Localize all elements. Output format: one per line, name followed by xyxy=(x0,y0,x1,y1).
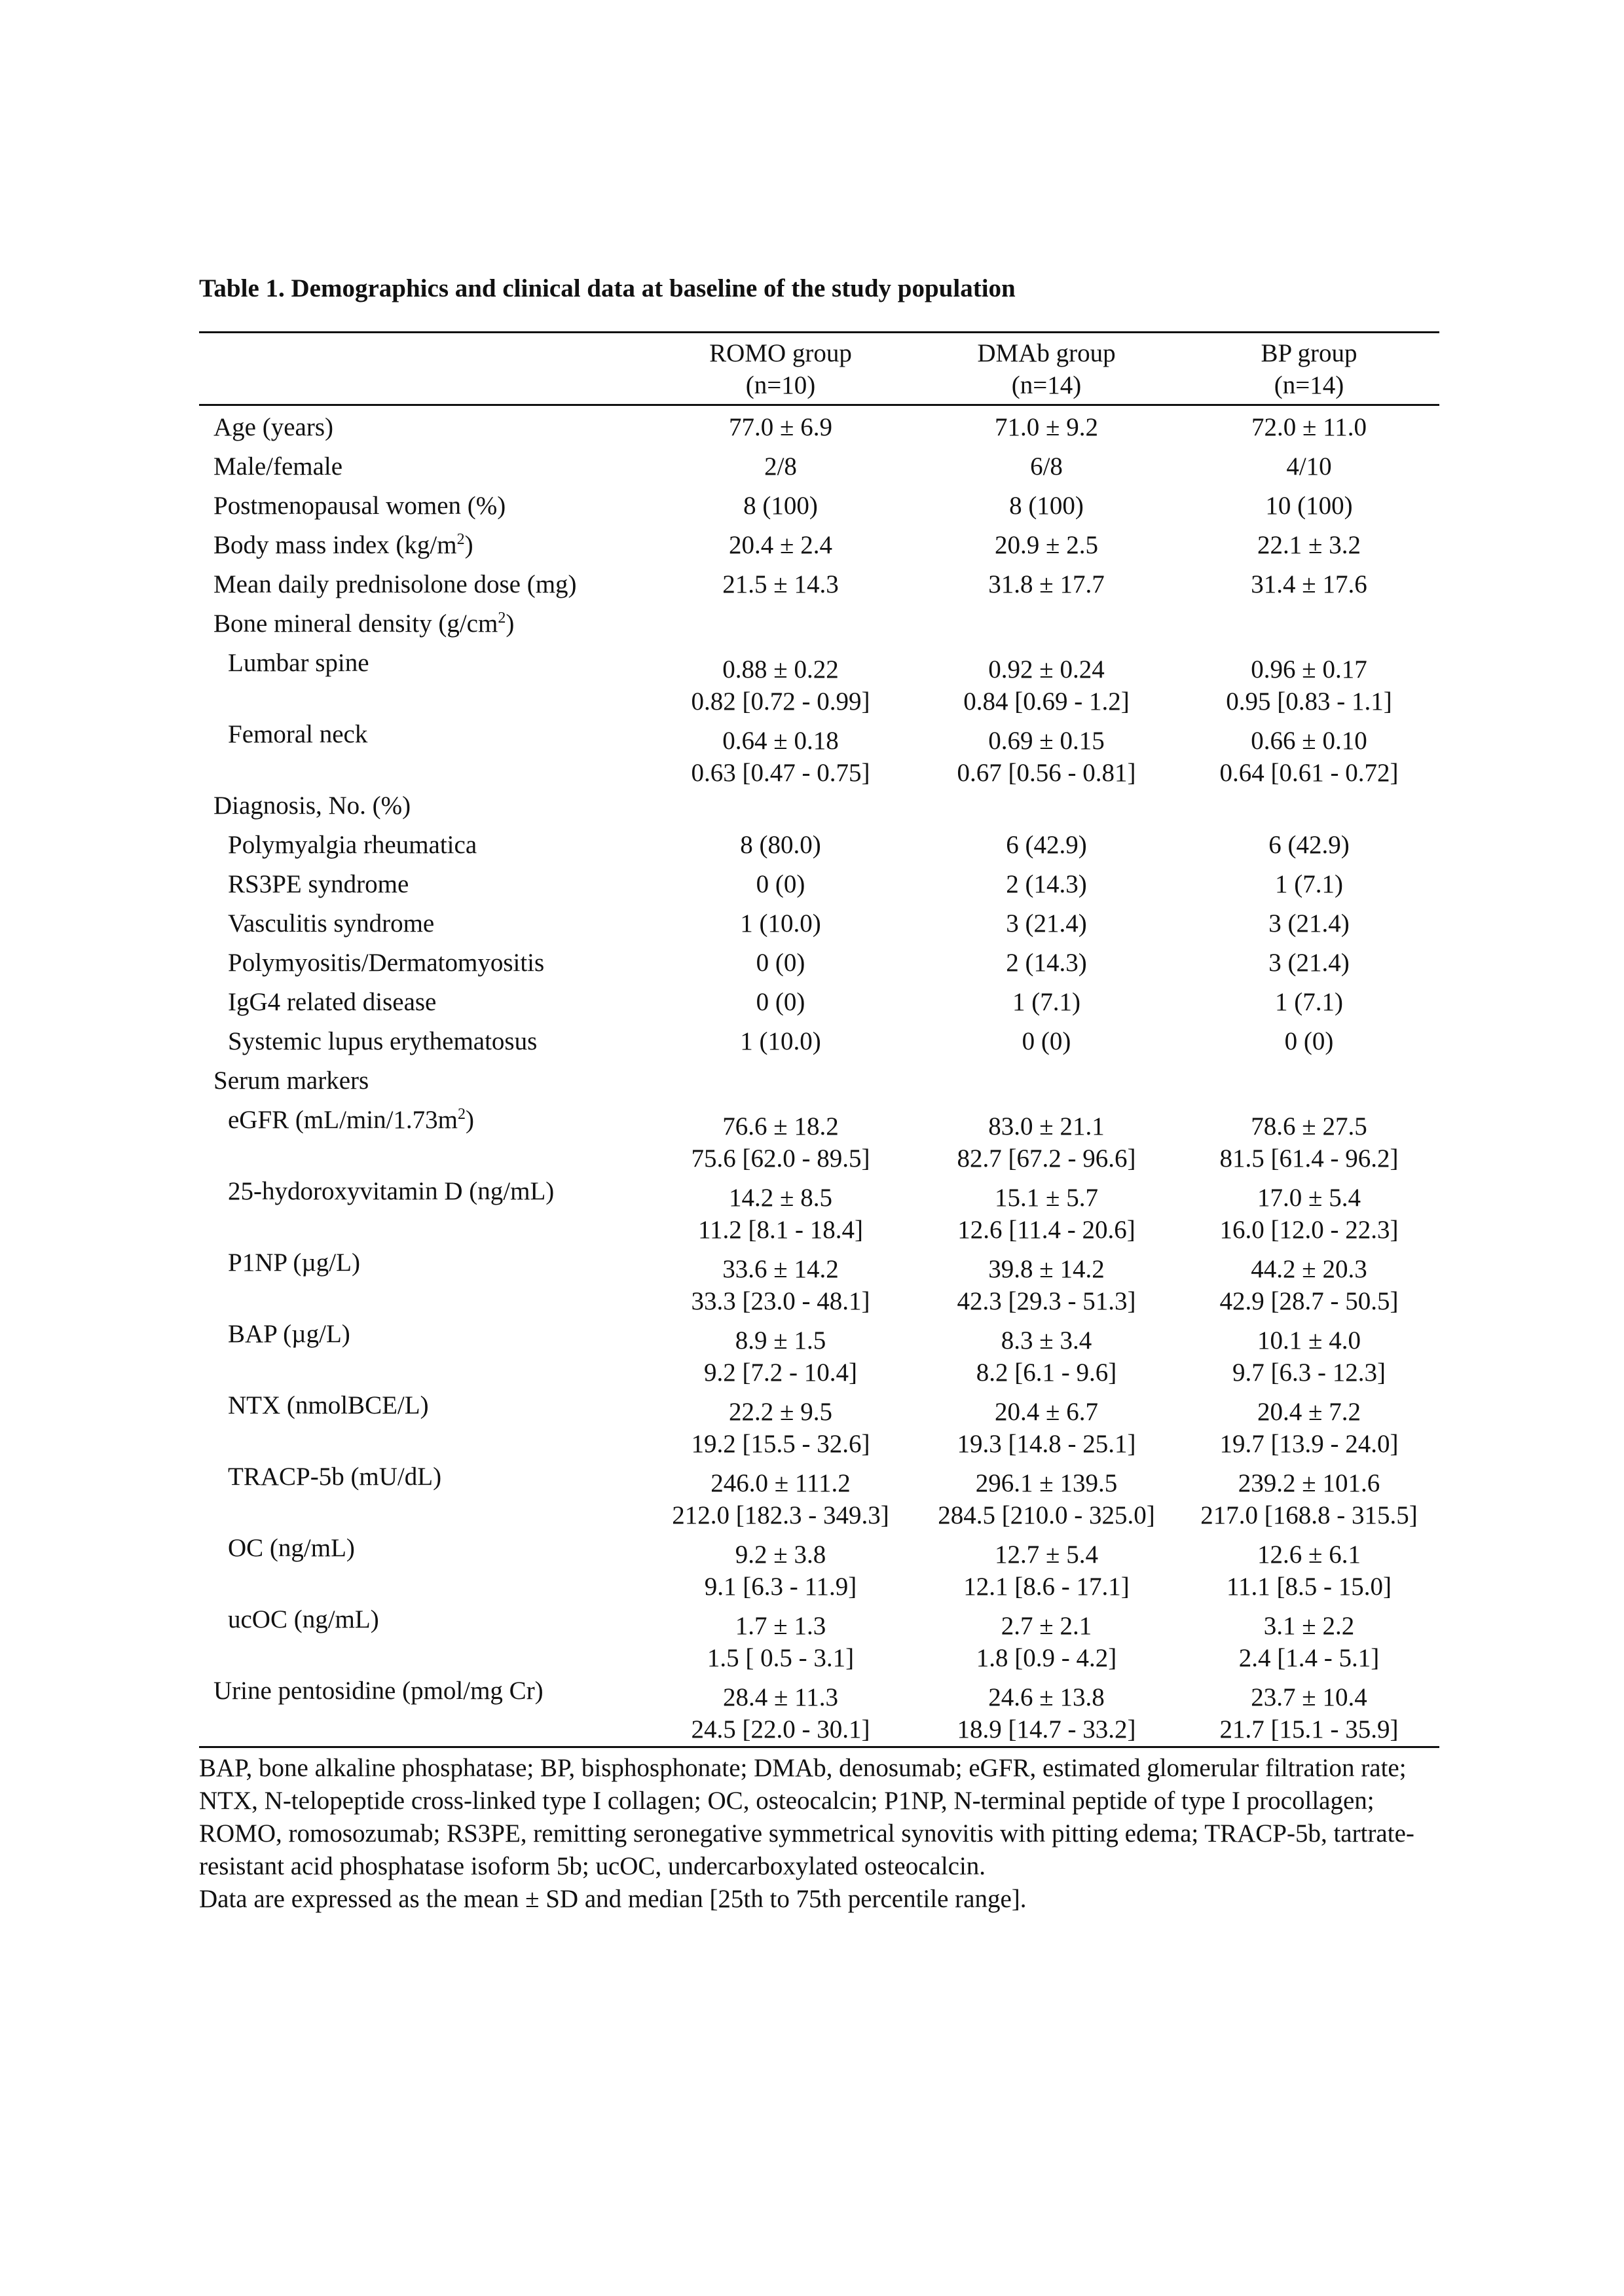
value-primary: 72.0 ± 11.0 xyxy=(1251,413,1367,441)
row-label xyxy=(199,1025,647,1065)
value-cell xyxy=(647,790,914,829)
value-primary: 1.7 ± 1.3 xyxy=(735,1612,826,1640)
value-cell xyxy=(647,1065,914,1104)
footnote-data-note: Data are expressed as the mean ± SD and median [25th to 75th percentile range]. xyxy=(199,1885,1027,1913)
value-secondary: 12.6 [11.4 - 20.6] xyxy=(957,1216,1135,1244)
column-header-n: (n=14) xyxy=(1011,371,1082,399)
row-label xyxy=(199,907,647,947)
value-primary: 0 (0) xyxy=(1022,1027,1071,1055)
value-cell xyxy=(1179,1318,1439,1389)
row-label xyxy=(199,1532,647,1603)
value-primary: 9.2 ± 3.8 xyxy=(735,1540,826,1569)
value-secondary: 1.5 [ 0.5 - 3.1] xyxy=(707,1644,855,1672)
row-label xyxy=(199,829,647,868)
value-primary: 14.2 ± 8.5 xyxy=(729,1184,832,1212)
value-cell xyxy=(914,718,1179,790)
value-secondary: 24.5 [22.0 - 30.1] xyxy=(691,1715,870,1743)
table-row xyxy=(199,529,1439,568)
value-cell xyxy=(1179,1104,1439,1175)
footnote-abbreviations: BAP, bone alkaline phosphatase; BP, bisphosphonate; DMAb, denosumab; eGFR, estimated glomerular filtration rate; NTX, N-telopeptide cross-linked type I collagen; OC, osteocalcin; P1NP, N-terminal peptide of type I procollagen; ROMO, romosozumab; RS3PE, remitting seronegative symmetrical synovitis with pitting edema; TRACP-5b, tartrate-resistant acid phosphatase isoform 5b; ucOC, undercarboxylated osteocalcin. xyxy=(199,1754,1414,1880)
baseline-data-table xyxy=(199,331,1439,1748)
value-cell xyxy=(914,1603,1179,1675)
value-primary: 76.6 ± 18.2 xyxy=(722,1112,839,1140)
value-primary: 31.4 ± 17.6 xyxy=(1251,570,1367,598)
value-cell xyxy=(1179,568,1439,608)
value-cell xyxy=(647,405,914,451)
row-label-superscript: 2 xyxy=(456,531,465,548)
value-cell xyxy=(647,1318,914,1389)
table-row xyxy=(199,1318,1439,1389)
value-cell xyxy=(647,829,914,868)
value-secondary: 18.9 [14.7 - 33.2] xyxy=(957,1715,1136,1743)
value-primary: 20.4 ± 6.7 xyxy=(995,1398,1098,1426)
value-primary: 3 (21.4) xyxy=(1268,949,1350,977)
value-cell xyxy=(1179,1065,1439,1104)
row-label-text: Systemic lupus erythematosus xyxy=(228,1027,538,1055)
row-label xyxy=(199,986,647,1025)
row-label xyxy=(199,1461,647,1532)
value-secondary: 0.84 [0.69 - 1.2] xyxy=(963,687,1130,716)
column-header-bp xyxy=(1179,333,1439,405)
column-header-dmab xyxy=(914,333,1179,405)
column-header-n: (n=10) xyxy=(745,371,816,399)
row-label xyxy=(199,608,647,647)
value-primary: 23.7 ± 10.4 xyxy=(1251,1683,1367,1711)
value-cell xyxy=(1179,718,1439,790)
value-primary: 77.0 ± 6.9 xyxy=(729,413,832,441)
row-label-text: Male/female xyxy=(213,452,343,481)
document-page xyxy=(199,272,1439,1916)
value-cell xyxy=(1179,529,1439,568)
value-secondary: 19.3 [14.8 - 25.1] xyxy=(957,1430,1136,1458)
value-primary: 44.2 ± 20.3 xyxy=(1251,1255,1367,1283)
value-primary: 0.92 ± 0.24 xyxy=(988,655,1105,683)
value-cell xyxy=(647,1675,914,1747)
value-cell xyxy=(1179,1025,1439,1065)
value-cell xyxy=(647,1025,914,1065)
value-cell xyxy=(914,907,1179,947)
value-primary: 8 (100) xyxy=(743,492,818,520)
value-primary: 20.4 ± 2.4 xyxy=(729,531,832,559)
value-secondary: 81.5 [61.4 - 96.2] xyxy=(1219,1144,1399,1173)
row-label-text: NTX (nmolBCE/L) xyxy=(228,1391,429,1419)
value-primary: 6/8 xyxy=(1030,452,1063,481)
value-primary: 0.64 ± 0.18 xyxy=(722,727,839,755)
value-secondary: 16.0 [12.0 - 22.3] xyxy=(1219,1216,1399,1244)
value-primary: 0.69 ± 0.15 xyxy=(988,727,1105,755)
value-primary: 0 (0) xyxy=(756,870,805,898)
value-cell xyxy=(647,1389,914,1461)
table-row xyxy=(199,907,1439,947)
value-primary: 3.1 ± 2.2 xyxy=(1263,1612,1355,1640)
row-label-text: ucOC (ng/mL) xyxy=(228,1605,379,1633)
value-cell xyxy=(914,790,1179,829)
value-secondary: 0.63 [0.47 - 0.75] xyxy=(691,759,870,787)
table-row xyxy=(199,829,1439,868)
value-cell xyxy=(914,868,1179,907)
value-cell xyxy=(647,947,914,986)
value-secondary: 8.2 [6.1 - 9.6] xyxy=(976,1358,1117,1387)
value-secondary: 212.0 [182.3 - 349.3] xyxy=(672,1501,889,1529)
value-primary: 21.5 ± 14.3 xyxy=(722,570,839,598)
column-header-name: ROMO group xyxy=(709,339,852,367)
value-cell xyxy=(914,1104,1179,1175)
column-header-name: BP group xyxy=(1261,339,1357,367)
value-cell xyxy=(914,1025,1179,1065)
value-primary: 31.8 ± 17.7 xyxy=(988,570,1105,598)
value-primary: 0 (0) xyxy=(756,988,805,1016)
table-row xyxy=(199,1532,1439,1603)
value-cell xyxy=(647,1532,914,1603)
value-primary: 6 (42.9) xyxy=(1268,831,1350,859)
row-label xyxy=(199,1065,647,1104)
value-primary: 39.8 ± 14.2 xyxy=(988,1255,1105,1283)
row-label xyxy=(199,790,647,829)
value-secondary: 82.7 [67.2 - 96.6] xyxy=(957,1144,1136,1173)
value-cell xyxy=(1179,1675,1439,1747)
value-secondary: 33.3 [23.0 - 48.1] xyxy=(691,1287,870,1315)
value-secondary: 0.64 [0.61 - 0.72] xyxy=(1219,759,1399,787)
value-secondary: 9.2 [7.2 - 10.4] xyxy=(704,1358,857,1387)
value-primary: 2.7 ± 2.1 xyxy=(1001,1612,1092,1640)
value-primary: 8.3 ± 3.4 xyxy=(1001,1326,1092,1355)
value-cell xyxy=(1179,907,1439,947)
column-header-name: DMAb group xyxy=(977,339,1116,367)
value-cell xyxy=(647,868,914,907)
row-label-text: Bone mineral density (g/cm xyxy=(213,610,498,638)
value-primary: 12.7 ± 5.4 xyxy=(995,1540,1098,1569)
table-row xyxy=(199,1247,1439,1318)
value-primary: 22.2 ± 9.5 xyxy=(729,1398,832,1426)
value-primary: 33.6 ± 14.2 xyxy=(722,1255,839,1283)
table-body xyxy=(199,405,1439,1747)
value-cell xyxy=(914,1532,1179,1603)
table-row xyxy=(199,718,1439,790)
header-label-cell xyxy=(199,333,647,405)
table-row xyxy=(199,1065,1439,1104)
table-row xyxy=(199,647,1439,718)
table-row xyxy=(199,1175,1439,1247)
row-label-superscript: 2 xyxy=(498,610,506,627)
row-label-text: RS3PE syndrome xyxy=(228,870,409,898)
value-cell xyxy=(914,450,1179,490)
row-label-text: Polymyositis/Dermatomyositis xyxy=(228,949,545,977)
value-secondary: 19.2 [15.5 - 32.6] xyxy=(691,1430,870,1458)
value-cell xyxy=(1179,986,1439,1025)
value-primary: 28.4 ± 11.3 xyxy=(723,1683,838,1711)
value-cell xyxy=(647,1247,914,1318)
value-cell xyxy=(1179,1389,1439,1461)
table-row xyxy=(199,1025,1439,1065)
table-row xyxy=(199,568,1439,608)
value-cell xyxy=(914,1175,1179,1247)
value-cell xyxy=(647,568,914,608)
value-secondary: 284.5 [210.0 - 325.0] xyxy=(938,1501,1155,1529)
column-header-n: (n=14) xyxy=(1274,371,1344,399)
table-title: Table 1. Demographics and clinical data at baseline of the study population xyxy=(199,274,1016,302)
value-secondary: 75.6 [62.0 - 89.5] xyxy=(691,1144,870,1173)
value-cell xyxy=(914,405,1179,451)
value-cell xyxy=(1179,1461,1439,1532)
value-cell xyxy=(914,829,1179,868)
row-label xyxy=(199,405,647,451)
value-cell xyxy=(647,450,914,490)
value-primary: 20.9 ± 2.5 xyxy=(995,531,1098,559)
value-cell xyxy=(914,1318,1179,1389)
row-label-text: TRACP-5b (mU/dL) xyxy=(228,1463,442,1491)
value-cell xyxy=(647,1175,914,1247)
value-primary: 246.0 ± 111.2 xyxy=(710,1469,851,1497)
value-primary: 24.6 ± 13.8 xyxy=(988,1683,1105,1711)
value-primary: 0.66 ± 0.10 xyxy=(1251,727,1367,755)
value-secondary: 0.67 [0.56 - 0.81] xyxy=(957,759,1136,787)
row-label-superscript: 2 xyxy=(458,1106,466,1123)
value-primary: 2/8 xyxy=(764,452,797,481)
row-label-suffix: ) xyxy=(506,610,515,638)
row-label-text: Diagnosis, No. (%) xyxy=(213,792,411,820)
table-header-row xyxy=(199,333,1439,405)
value-primary: 239.2 ± 101.6 xyxy=(1238,1469,1380,1497)
row-label-text: OC (ng/mL) xyxy=(228,1534,355,1562)
row-label-text: Urine pentosidine (pmol/mg Cr) xyxy=(213,1677,544,1705)
row-label-text: Polymyalgia rheumatica xyxy=(228,831,477,859)
value-primary: 1 (7.1) xyxy=(1275,988,1343,1016)
table-row xyxy=(199,1461,1439,1532)
value-cell xyxy=(914,1065,1179,1104)
value-primary: 20.4 ± 7.2 xyxy=(1257,1398,1361,1426)
value-cell xyxy=(914,568,1179,608)
row-label-suffix: ) xyxy=(464,531,473,559)
table-row xyxy=(199,405,1439,451)
value-secondary: 2.4 [1.4 - 5.1] xyxy=(1238,1644,1380,1672)
value-primary: 12.6 ± 6.1 xyxy=(1257,1540,1361,1569)
value-primary: 1 (10.0) xyxy=(740,909,821,938)
table-row xyxy=(199,608,1439,647)
row-label xyxy=(199,1247,647,1318)
value-cell xyxy=(647,986,914,1025)
value-primary: 10 (100) xyxy=(1265,492,1353,520)
value-primary: 71.0 ± 9.2 xyxy=(995,413,1098,441)
value-secondary: 9.7 [6.3 - 12.3] xyxy=(1232,1358,1386,1387)
row-label xyxy=(199,529,647,568)
value-cell xyxy=(1179,868,1439,907)
row-label-text: Postmenopausal women (%) xyxy=(213,492,506,520)
value-cell xyxy=(647,1603,914,1675)
value-primary: 0 (0) xyxy=(756,949,805,977)
row-label-text: 25-hydoroxyvitamin D (ng/mL) xyxy=(228,1177,555,1205)
value-cell xyxy=(1179,947,1439,986)
value-cell xyxy=(647,490,914,529)
value-cell xyxy=(914,647,1179,718)
value-secondary: 217.0 [168.8 - 315.5] xyxy=(1200,1501,1418,1529)
row-label xyxy=(199,868,647,907)
value-primary: 17.0 ± 5.4 xyxy=(1257,1184,1361,1212)
row-label-text: IgG4 related disease xyxy=(228,988,437,1016)
value-cell xyxy=(1179,405,1439,451)
value-primary: 0.96 ± 0.17 xyxy=(1251,655,1367,683)
value-secondary: 42.9 [28.7 - 50.5] xyxy=(1219,1287,1399,1315)
column-header-romo xyxy=(647,333,914,405)
row-label xyxy=(199,1389,647,1461)
row-label-text: Body mass index (kg/m xyxy=(213,531,457,559)
row-label xyxy=(199,647,647,718)
row-label-text: Serum markers xyxy=(213,1066,369,1095)
row-label xyxy=(199,1675,647,1747)
value-cell xyxy=(1179,450,1439,490)
row-label xyxy=(199,947,647,986)
row-label xyxy=(199,1603,647,1675)
table-row xyxy=(199,1603,1439,1675)
value-primary: 0.88 ± 0.22 xyxy=(722,655,839,683)
value-cell xyxy=(1179,1532,1439,1603)
row-label xyxy=(199,1318,647,1389)
value-primary: 8.9 ± 1.5 xyxy=(735,1326,826,1355)
value-cell xyxy=(647,529,914,568)
value-cell xyxy=(914,947,1179,986)
table-row xyxy=(199,1104,1439,1175)
value-primary: 6 (42.9) xyxy=(1006,831,1087,859)
value-primary: 8 (100) xyxy=(1009,492,1084,520)
value-cell xyxy=(1179,1247,1439,1318)
row-label xyxy=(199,490,647,529)
value-cell xyxy=(914,608,1179,647)
row-label-text: Vasculitis syndrome xyxy=(228,909,435,938)
value-primary: 3 (21.4) xyxy=(1268,909,1350,938)
value-primary: 1 (10.0) xyxy=(740,1027,821,1055)
row-label-text: Mean daily prednisolone dose (mg) xyxy=(213,570,577,598)
value-primary: 78.6 ± 27.5 xyxy=(1251,1112,1367,1140)
value-secondary: 9.1 [6.3 - 11.9] xyxy=(704,1573,857,1601)
row-label xyxy=(199,568,647,608)
row-label-text: eGFR (mL/min/1.73m xyxy=(228,1106,458,1134)
table-row xyxy=(199,790,1439,829)
value-primary: 2 (14.3) xyxy=(1006,949,1087,977)
value-cell xyxy=(1179,608,1439,647)
value-primary: 0 (0) xyxy=(1284,1027,1334,1055)
value-primary: 15.1 ± 5.7 xyxy=(995,1184,1098,1212)
value-cell xyxy=(647,1461,914,1532)
value-cell xyxy=(914,986,1179,1025)
value-primary: 8 (80.0) xyxy=(740,831,821,859)
value-primary: 22.1 ± 3.2 xyxy=(1257,531,1361,559)
value-cell xyxy=(647,647,914,718)
value-primary: 1 (7.1) xyxy=(1012,988,1080,1016)
row-label-text: P1NP (µg/L) xyxy=(228,1248,360,1277)
table-row xyxy=(199,986,1439,1025)
value-cell xyxy=(647,718,914,790)
value-cell xyxy=(1179,1603,1439,1675)
row-label-text: Femoral neck xyxy=(228,720,368,748)
value-primary: 1 (7.1) xyxy=(1275,870,1343,898)
value-primary: 2 (14.3) xyxy=(1006,870,1087,898)
value-primary: 10.1 ± 4.0 xyxy=(1257,1326,1361,1355)
value-secondary: 11.1 [8.5 - 15.0] xyxy=(1226,1573,1392,1601)
value-primary: 3 (21.4) xyxy=(1006,909,1087,938)
table-footnote xyxy=(199,1752,1439,1916)
row-label-text: Lumbar spine xyxy=(228,649,369,677)
value-primary: 296.1 ± 139.5 xyxy=(975,1469,1118,1497)
row-label-text: BAP (µg/L) xyxy=(228,1320,350,1348)
row-label xyxy=(199,1104,647,1175)
table-row xyxy=(199,1389,1439,1461)
table-row xyxy=(199,1675,1439,1747)
value-cell xyxy=(1179,1175,1439,1247)
value-cell xyxy=(1179,829,1439,868)
value-cell xyxy=(914,1247,1179,1318)
value-cell xyxy=(1179,490,1439,529)
row-label xyxy=(199,450,647,490)
value-cell xyxy=(647,907,914,947)
value-cell xyxy=(1179,790,1439,829)
value-secondary: 21.7 [15.1 - 35.9] xyxy=(1219,1715,1399,1743)
value-cell xyxy=(1179,647,1439,718)
value-cell xyxy=(647,608,914,647)
value-cell xyxy=(914,490,1179,529)
value-secondary: 42.3 [29.3 - 51.3] xyxy=(957,1287,1136,1315)
table-row xyxy=(199,868,1439,907)
value-secondary: 0.82 [0.72 - 0.99] xyxy=(691,687,870,716)
row-label-suffix: ) xyxy=(466,1106,474,1134)
value-cell xyxy=(914,529,1179,568)
value-cell xyxy=(914,1675,1179,1747)
row-label xyxy=(199,1175,647,1247)
value-secondary: 0.95 [0.83 - 1.1] xyxy=(1226,687,1392,716)
value-cell xyxy=(647,1104,914,1175)
value-primary: 83.0 ± 21.1 xyxy=(988,1112,1105,1140)
table-row xyxy=(199,450,1439,490)
value-primary: 4/10 xyxy=(1286,452,1332,481)
value-secondary: 19.7 [13.9 - 24.0] xyxy=(1219,1430,1399,1458)
value-cell xyxy=(914,1389,1179,1461)
table-row xyxy=(199,490,1439,529)
value-secondary: 11.2 [8.1 - 18.4] xyxy=(697,1216,863,1244)
row-label-text: Age (years) xyxy=(213,413,333,441)
row-label xyxy=(199,718,647,790)
value-secondary: 1.8 [0.9 - 4.2] xyxy=(976,1644,1117,1672)
table-row xyxy=(199,947,1439,986)
value-cell xyxy=(914,1461,1179,1532)
value-secondary: 12.1 [8.6 - 17.1] xyxy=(963,1573,1130,1601)
